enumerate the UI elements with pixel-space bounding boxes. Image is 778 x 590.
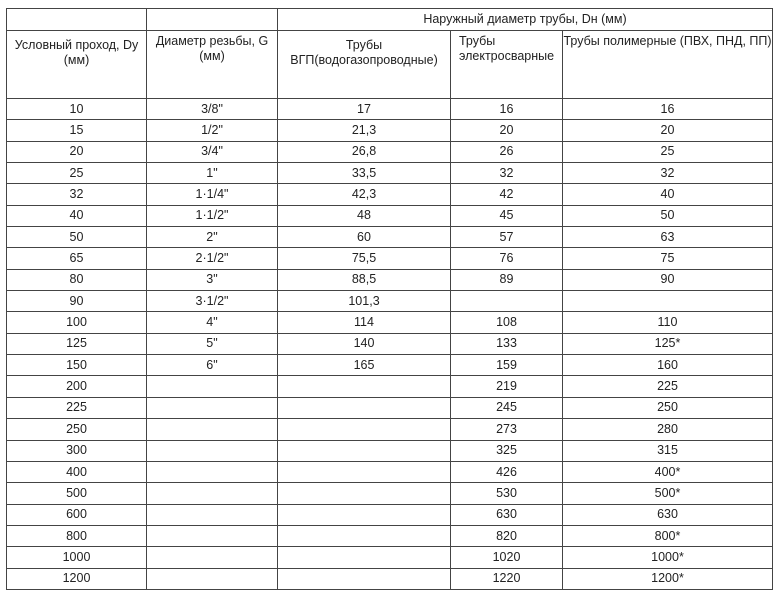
cell-electrowelded-diameter: 325 <box>451 440 563 461</box>
table-row <box>7 461 773 482</box>
cell-nominal-bore: 25 <box>7 163 147 184</box>
cell-thread-diameter: 6" <box>147 355 278 376</box>
cell-thread-diameter <box>147 419 278 440</box>
cell-nominal-bore: 500 <box>7 483 147 504</box>
table-row <box>7 141 773 162</box>
cell-nominal-bore: 80 <box>7 269 147 290</box>
cell-thread-diameter <box>147 397 278 418</box>
cell-polymer-diameter: 16 <box>563 99 773 120</box>
cell-vgp-diameter <box>278 440 451 461</box>
cell-polymer-diameter: 160 <box>563 355 773 376</box>
cell-electrowelded-diameter: 820 <box>451 525 563 546</box>
cell-polymer-diameter: 315 <box>563 440 773 461</box>
header-row-columns <box>7 31 773 99</box>
cell-electrowelded-diameter: 89 <box>451 269 563 290</box>
col-header-polymer-pipes: Трубы полимерные (ПВХ, ПНД, ПП) <box>563 31 773 99</box>
cell-electrowelded-diameter: 219 <box>451 376 563 397</box>
cell-nominal-bore: 40 <box>7 205 147 226</box>
table-row <box>7 205 773 226</box>
cell-nominal-bore: 15 <box>7 120 147 141</box>
header-empty-cell <box>147 9 278 31</box>
cell-polymer-diameter: 32 <box>563 163 773 184</box>
cell-nominal-bore: 90 <box>7 291 147 312</box>
cell-vgp-diameter: 26,8 <box>278 141 451 162</box>
cell-nominal-bore: 1200 <box>7 568 147 589</box>
cell-thread-diameter: 3/8" <box>147 99 278 120</box>
cell-vgp-diameter: 140 <box>278 333 451 354</box>
outer-diameter-group-header: Наружный диаметр трубы, Dн (мм) <box>278 9 773 31</box>
cell-nominal-bore: 20 <box>7 141 147 162</box>
cell-polymer-diameter: 225 <box>563 376 773 397</box>
cell-thread-diameter <box>147 440 278 461</box>
cell-electrowelded-diameter: 245 <box>451 397 563 418</box>
cell-nominal-bore: 400 <box>7 461 147 482</box>
cell-vgp-diameter <box>278 525 451 546</box>
cell-nominal-bore: 250 <box>7 419 147 440</box>
cell-thread-diameter <box>147 525 278 546</box>
cell-vgp-diameter <box>278 547 451 568</box>
cell-nominal-bore: 50 <box>7 227 147 248</box>
table-row <box>7 99 773 120</box>
table-row <box>7 227 773 248</box>
cell-vgp-diameter: 114 <box>278 312 451 333</box>
cell-nominal-bore: 800 <box>7 525 147 546</box>
cell-polymer-diameter <box>563 291 773 312</box>
cell-electrowelded-diameter: 20 <box>451 120 563 141</box>
table-row <box>7 547 773 568</box>
table-row <box>7 397 773 418</box>
cell-electrowelded-diameter: 273 <box>451 419 563 440</box>
cell-electrowelded-diameter: 133 <box>451 333 563 354</box>
table-row <box>7 376 773 397</box>
col-header-nominal-bore: Условный проход, Dy (мм) <box>7 31 147 99</box>
cell-polymer-diameter: 50 <box>563 205 773 226</box>
cell-vgp-diameter: 21,3 <box>278 120 451 141</box>
cell-polymer-diameter: 90 <box>563 269 773 290</box>
table-row <box>7 269 773 290</box>
cell-thread-diameter: 2" <box>147 227 278 248</box>
table-row <box>7 291 773 312</box>
cell-electrowelded-diameter: 76 <box>451 248 563 269</box>
cell-vgp-diameter: 48 <box>278 205 451 226</box>
cell-polymer-diameter: 250 <box>563 397 773 418</box>
pipe-diameter-table <box>6 8 773 590</box>
cell-polymer-diameter: 25 <box>563 141 773 162</box>
cell-electrowelded-diameter: 32 <box>451 163 563 184</box>
cell-thread-diameter: 5" <box>147 333 278 354</box>
cell-vgp-diameter: 17 <box>278 99 451 120</box>
cell-vgp-diameter: 165 <box>278 355 451 376</box>
cell-nominal-bore: 32 <box>7 184 147 205</box>
cell-polymer-diameter: 110 <box>563 312 773 333</box>
cell-nominal-bore: 300 <box>7 440 147 461</box>
cell-vgp-diameter: 88,5 <box>278 269 451 290</box>
table-body <box>7 99 773 590</box>
cell-thread-diameter: 3·1/2" <box>147 291 278 312</box>
cell-electrowelded-diameter: 26 <box>451 141 563 162</box>
header-row-group <box>7 9 773 31</box>
col-header-electrowelded-pipes: Трубы электросварные <box>451 31 563 99</box>
table-row <box>7 440 773 461</box>
cell-vgp-diameter <box>278 397 451 418</box>
cell-electrowelded-diameter: 108 <box>451 312 563 333</box>
cell-thread-diameter: 3/4" <box>147 141 278 162</box>
cell-thread-diameter: 1" <box>147 163 278 184</box>
cell-polymer-diameter: 125* <box>563 333 773 354</box>
cell-electrowelded-diameter <box>451 291 563 312</box>
cell-vgp-diameter <box>278 461 451 482</box>
cell-thread-diameter <box>147 483 278 504</box>
cell-nominal-bore: 100 <box>7 312 147 333</box>
table-row <box>7 504 773 525</box>
table-row <box>7 120 773 141</box>
cell-polymer-diameter: 400* <box>563 461 773 482</box>
cell-electrowelded-diameter: 45 <box>451 205 563 226</box>
cell-electrowelded-diameter: 1220 <box>451 568 563 589</box>
cell-thread-diameter: 3" <box>147 269 278 290</box>
cell-nominal-bore: 1000 <box>7 547 147 568</box>
cell-electrowelded-diameter: 630 <box>451 504 563 525</box>
cell-thread-diameter <box>147 504 278 525</box>
cell-polymer-diameter: 1200* <box>563 568 773 589</box>
cell-thread-diameter <box>147 547 278 568</box>
cell-vgp-diameter: 60 <box>278 227 451 248</box>
cell-polymer-diameter: 800* <box>563 525 773 546</box>
cell-thread-diameter <box>147 568 278 589</box>
table-row <box>7 355 773 376</box>
cell-nominal-bore: 225 <box>7 397 147 418</box>
cell-vgp-diameter <box>278 568 451 589</box>
cell-nominal-bore: 150 <box>7 355 147 376</box>
cell-polymer-diameter: 75 <box>563 248 773 269</box>
table-row <box>7 248 773 269</box>
table-row <box>7 525 773 546</box>
cell-electrowelded-diameter: 159 <box>451 355 563 376</box>
cell-vgp-diameter <box>278 376 451 397</box>
cell-thread-diameter <box>147 376 278 397</box>
cell-electrowelded-diameter: 426 <box>451 461 563 482</box>
cell-electrowelded-diameter: 42 <box>451 184 563 205</box>
cell-electrowelded-diameter: 530 <box>451 483 563 504</box>
table-row <box>7 333 773 354</box>
cell-vgp-diameter: 33,5 <box>278 163 451 184</box>
cell-thread-diameter: 1·1/2" <box>147 205 278 226</box>
cell-electrowelded-diameter: 57 <box>451 227 563 248</box>
cell-nominal-bore: 200 <box>7 376 147 397</box>
table-row <box>7 419 773 440</box>
cell-vgp-diameter <box>278 419 451 440</box>
cell-electrowelded-diameter: 16 <box>451 99 563 120</box>
cell-polymer-diameter: 40 <box>563 184 773 205</box>
cell-polymer-diameter: 63 <box>563 227 773 248</box>
cell-vgp-diameter: 101,3 <box>278 291 451 312</box>
cell-polymer-diameter: 1000* <box>563 547 773 568</box>
cell-nominal-bore: 600 <box>7 504 147 525</box>
cell-polymer-diameter: 20 <box>563 120 773 141</box>
col-header-vgp-pipes: Трубы ВГП(водогазопроводные) <box>278 31 451 99</box>
cell-thread-diameter: 1/2" <box>147 120 278 141</box>
cell-nominal-bore: 125 <box>7 333 147 354</box>
table-row <box>7 184 773 205</box>
cell-nominal-bore: 10 <box>7 99 147 120</box>
table-header <box>7 9 773 99</box>
table-row <box>7 163 773 184</box>
cell-electrowelded-diameter: 1020 <box>451 547 563 568</box>
cell-polymer-diameter: 500* <box>563 483 773 504</box>
cell-thread-diameter: 1·1/4" <box>147 184 278 205</box>
cell-thread-diameter: 4" <box>147 312 278 333</box>
cell-vgp-diameter <box>278 504 451 525</box>
cell-nominal-bore: 65 <box>7 248 147 269</box>
cell-vgp-diameter <box>278 483 451 504</box>
cell-vgp-diameter: 42,3 <box>278 184 451 205</box>
table-row <box>7 568 773 589</box>
cell-thread-diameter: 2·1/2" <box>147 248 278 269</box>
table-row <box>7 483 773 504</box>
cell-polymer-diameter: 630 <box>563 504 773 525</box>
cell-thread-diameter <box>147 461 278 482</box>
col-header-thread-diameter: Диаметр резьбы, G (мм) <box>147 31 278 99</box>
table-row <box>7 312 773 333</box>
header-empty-cell <box>7 9 147 31</box>
cell-vgp-diameter: 75,5 <box>278 248 451 269</box>
cell-polymer-diameter: 280 <box>563 419 773 440</box>
